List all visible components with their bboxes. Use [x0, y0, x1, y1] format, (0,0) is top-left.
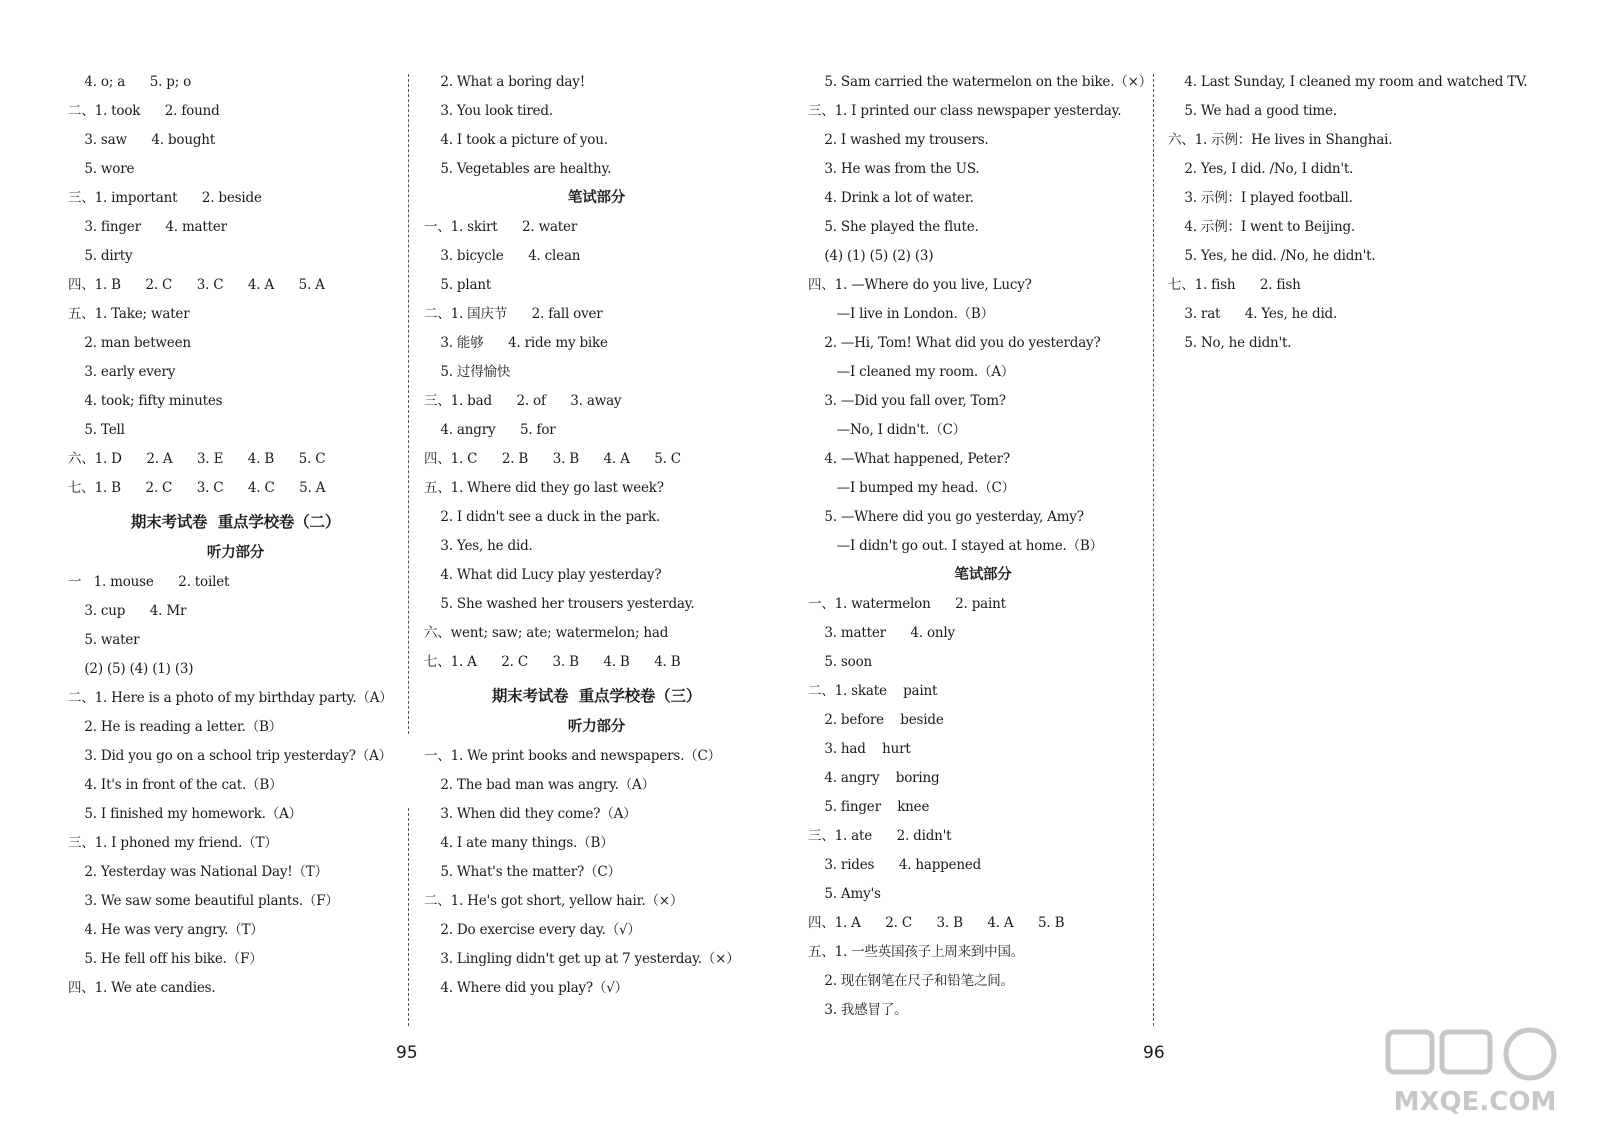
answer-line: 四、1. —Where do you live, Lucy? — [808, 277, 1032, 293]
answer-line: 2. Do exercise every day.（√） — [424, 922, 641, 938]
answer-line: 5. wore — [68, 161, 135, 177]
answer-line: 4. Drink a lot of water. — [808, 190, 974, 206]
answer-line: 2. Yesterday was National Day!（T） — [68, 864, 328, 880]
answer-line: 2. I washed my trousers. — [808, 132, 989, 148]
answer-line: 5. What's the matter?（C） — [424, 864, 621, 880]
answer-line: 3. We saw some beautiful plants.（F） — [68, 893, 339, 909]
answer-line: —I live in London.（B） — [808, 306, 994, 322]
answer-column-1 — [68, 72, 403, 1007]
answer-line: 2. man between — [68, 335, 191, 351]
answer-line: 5. —Where did you go yesterday, Amy? — [808, 509, 1084, 525]
column-divider-left — [408, 74, 409, 734]
answer-line: 3. saw 4. bought — [68, 132, 216, 148]
answer-line: 三、1. important 2. beside — [68, 190, 262, 206]
page-number-right: 96 — [1143, 1043, 1165, 1063]
answer-line: 4. I ate many things.（B） — [424, 835, 614, 851]
answer-line: 3. 示例：I played football. — [1168, 190, 1353, 206]
answer-line: 2. 现在钢笔在尺子和铅笔之间。 — [808, 973, 1014, 989]
answer-line: 六、1. D 2. A 3. E 4. B 5. C — [68, 451, 326, 467]
answer-line: 3. cup 4. Mr — [68, 603, 187, 619]
answer-line: 3. He was from the US. — [808, 161, 980, 177]
answer-line: 3. —Did you fall over, Tom? — [808, 393, 1006, 409]
answer-line: 3. bicycle 4. clean — [424, 248, 581, 264]
answer-line: 2. The bad man was angry.（A） — [424, 777, 655, 793]
answer-line: 二、1. He's got short, yellow hair.（×） — [424, 893, 684, 909]
answer-column-4 — [1168, 72, 1578, 362]
answer-line: 2. Yes, I did. /No, I didn't. — [1168, 161, 1354, 177]
answer-line: 4. 示例：I went to Beijing. — [1168, 219, 1356, 235]
answer-line: 5. 过得愉快 — [424, 364, 511, 380]
answer-line: —No, I didn't.（C） — [808, 422, 966, 438]
answer-line: 二、1. 国庆节 2. fall over — [424, 306, 603, 322]
answer-line: 5. She washed her trousers yesterday. — [424, 596, 695, 612]
answer-line: 5. finger knee — [808, 799, 930, 815]
answer-line: —I bumped my head.（C） — [808, 480, 1015, 496]
section-heading: 听力部分 — [206, 545, 265, 561]
answer-line: 5. Amy's — [808, 886, 881, 902]
column-divider-left-lower — [408, 808, 409, 1026]
answer-line: 5. water — [68, 632, 140, 648]
answer-line: 5. plant — [424, 277, 492, 293]
answer-column-3 — [808, 72, 1158, 1029]
answer-line: 4. —What happened, Peter? — [808, 451, 1010, 467]
answer-line: 三、1. I phoned my friend.（T） — [68, 835, 278, 851]
answer-line: 4. It's in front of the cat.（B） — [68, 777, 283, 793]
answer-line: 四、1. We ate candies. — [68, 980, 216, 996]
answer-line: 三、1. I printed our class newspaper yesterday. — [808, 103, 1122, 119]
answer-line: 4. took; fifty minutes — [68, 393, 223, 409]
answer-line: 七、1. fish 2. fish — [1168, 277, 1301, 293]
answer-line: (2) (5) (4) (1) (3) — [68, 661, 194, 677]
answer-line: 5. She played the flute. — [808, 219, 979, 235]
answer-line: 5. We had a good time. — [1168, 103, 1337, 119]
answer-line: 3. rides 4. happened — [808, 857, 982, 873]
answer-line: 5. soon — [808, 654, 873, 670]
section-heading: 笔试部分 — [567, 190, 626, 206]
section-heading: 期末考试卷 重点学校卷（三） — [491, 687, 702, 705]
answer-line: 3. You look tired. — [424, 103, 553, 119]
answer-line: 3. Did you go on a school trip yesterday?（A） — [68, 748, 392, 764]
answer-line: 一 1. mouse 2. toilet — [68, 574, 230, 590]
answer-line: 五、1. 一些英国孩子上周来到中国。 — [808, 944, 1025, 960]
answer-line: 4. What did Lucy play yesterday? — [424, 567, 662, 583]
answer-line: 4. He was very angry.（T） — [68, 922, 264, 938]
section-heading: 听力部分 — [567, 719, 626, 735]
answer-line: 五、1. Where did they go last week? — [424, 480, 664, 496]
answer-line: 4. Last Sunday, I cleaned my room and watched TV. — [1168, 74, 1528, 90]
answer-line: 一、1. watermelon 2. paint — [808, 596, 1006, 612]
answer-line: 四、1. C 2. B 3. B 4. A 5. C — [424, 451, 681, 467]
answer-line: 二、1. took 2. found — [68, 103, 220, 119]
answer-line: 4. Where did you play?（√） — [424, 980, 628, 996]
answer-line: 5. No, he didn't. — [1168, 335, 1292, 351]
answer-line: 4. angry boring — [808, 770, 940, 786]
answer-column-2 — [424, 72, 769, 1007]
answer-line: 5. I finished my homework.（A） — [68, 806, 302, 822]
answer-line: 七、1. B 2. C 3. C 4. C 5. A — [68, 480, 326, 496]
answer-line: 3. early every — [68, 364, 176, 380]
answer-line: 5. Tell — [68, 422, 125, 438]
answer-line: 2. He is reading a letter.（B） — [68, 719, 283, 735]
answer-line: 四、1. A 2. C 3. B 4. A 5. B — [808, 915, 1065, 931]
answer-line: 2. —Hi, Tom! What did you do yesterday? — [808, 335, 1101, 351]
answer-line: 5. Yes, he did. /No, he didn't. — [1168, 248, 1376, 264]
answer-line: 3. rat 4. Yes, he did. — [1168, 306, 1338, 322]
watermark-text: MXQE.COM — [1393, 1087, 1557, 1117]
answer-line: 3. finger 4. matter — [68, 219, 227, 235]
answer-line: 3. had hurt — [808, 741, 911, 757]
answer-line: 2. I didn't see a duck in the park. — [424, 509, 661, 525]
column-divider-right — [1153, 74, 1154, 1026]
answer-line: 5. dirty — [68, 248, 133, 264]
answer-line: 三、1. ate 2. didn't — [808, 828, 952, 844]
answer-line: 一、1. skirt 2. water — [424, 219, 578, 235]
answer-line: 3. Lingling didn't get up at 7 yesterday.（×） — [424, 951, 740, 967]
answer-line: 4. I took a picture of you. — [424, 132, 608, 148]
answer-line: 3. When did they come?（A） — [424, 806, 637, 822]
answer-line: (4) (1) (5) (2) (3) — [808, 248, 934, 264]
answer-line: 五、1. Take; water — [68, 306, 190, 322]
answer-line: 六、went; saw; ate; watermelon; had — [424, 625, 669, 641]
answer-line: 三、1. bad 2. of 3. away — [424, 393, 622, 409]
answer-line: 二、1. skate paint — [808, 683, 938, 699]
answer-line: 5. Sam carried the watermelon on the bike.（×） — [808, 74, 1153, 90]
answer-line: 2. What a boring day! — [424, 74, 585, 90]
page-number-left: 95 — [396, 1043, 418, 1063]
section-heading: 期末考试卷 重点学校卷（二） — [130, 513, 341, 531]
answer-line: 一、1. We print books and newspapers.（C） — [424, 748, 721, 764]
answer-line: 4. angry 5. for — [424, 422, 556, 438]
answer-line: 七、1. A 2. C 3. B 4. B 4. B — [424, 654, 681, 670]
answer-line: 六、1. 示例：He lives in Shanghai. — [1168, 132, 1393, 148]
section-heading: 笔试部分 — [954, 567, 1012, 583]
answer-line: 四、1. B 2. C 3. C 4. A 5. A — [68, 277, 325, 293]
answer-line: 3. 我感冒了。 — [808, 1002, 908, 1018]
answer-line: 4. o; a 5. p; o — [68, 74, 192, 90]
answer-line: 5. He fell off his bike.（F） — [68, 951, 263, 967]
answer-line: 3. matter 4. only — [808, 625, 955, 641]
answer-line: —I didn't go out. I stayed at home.（B） — [808, 538, 1103, 554]
answer-line: 3. 能够 4. ride my bike — [424, 335, 608, 351]
answer-line: 3. Yes, he did. — [424, 538, 533, 554]
answer-line: 二、1. Here is a photo of my birthday party.（A） — [68, 690, 393, 706]
answer-line: 2. before beside — [808, 712, 944, 728]
watermark-logo — [1380, 1024, 1570, 1120]
answer-line: —I cleaned my room.（A） — [808, 364, 1015, 380]
answer-line: 5. Vegetables are healthy. — [424, 161, 612, 177]
